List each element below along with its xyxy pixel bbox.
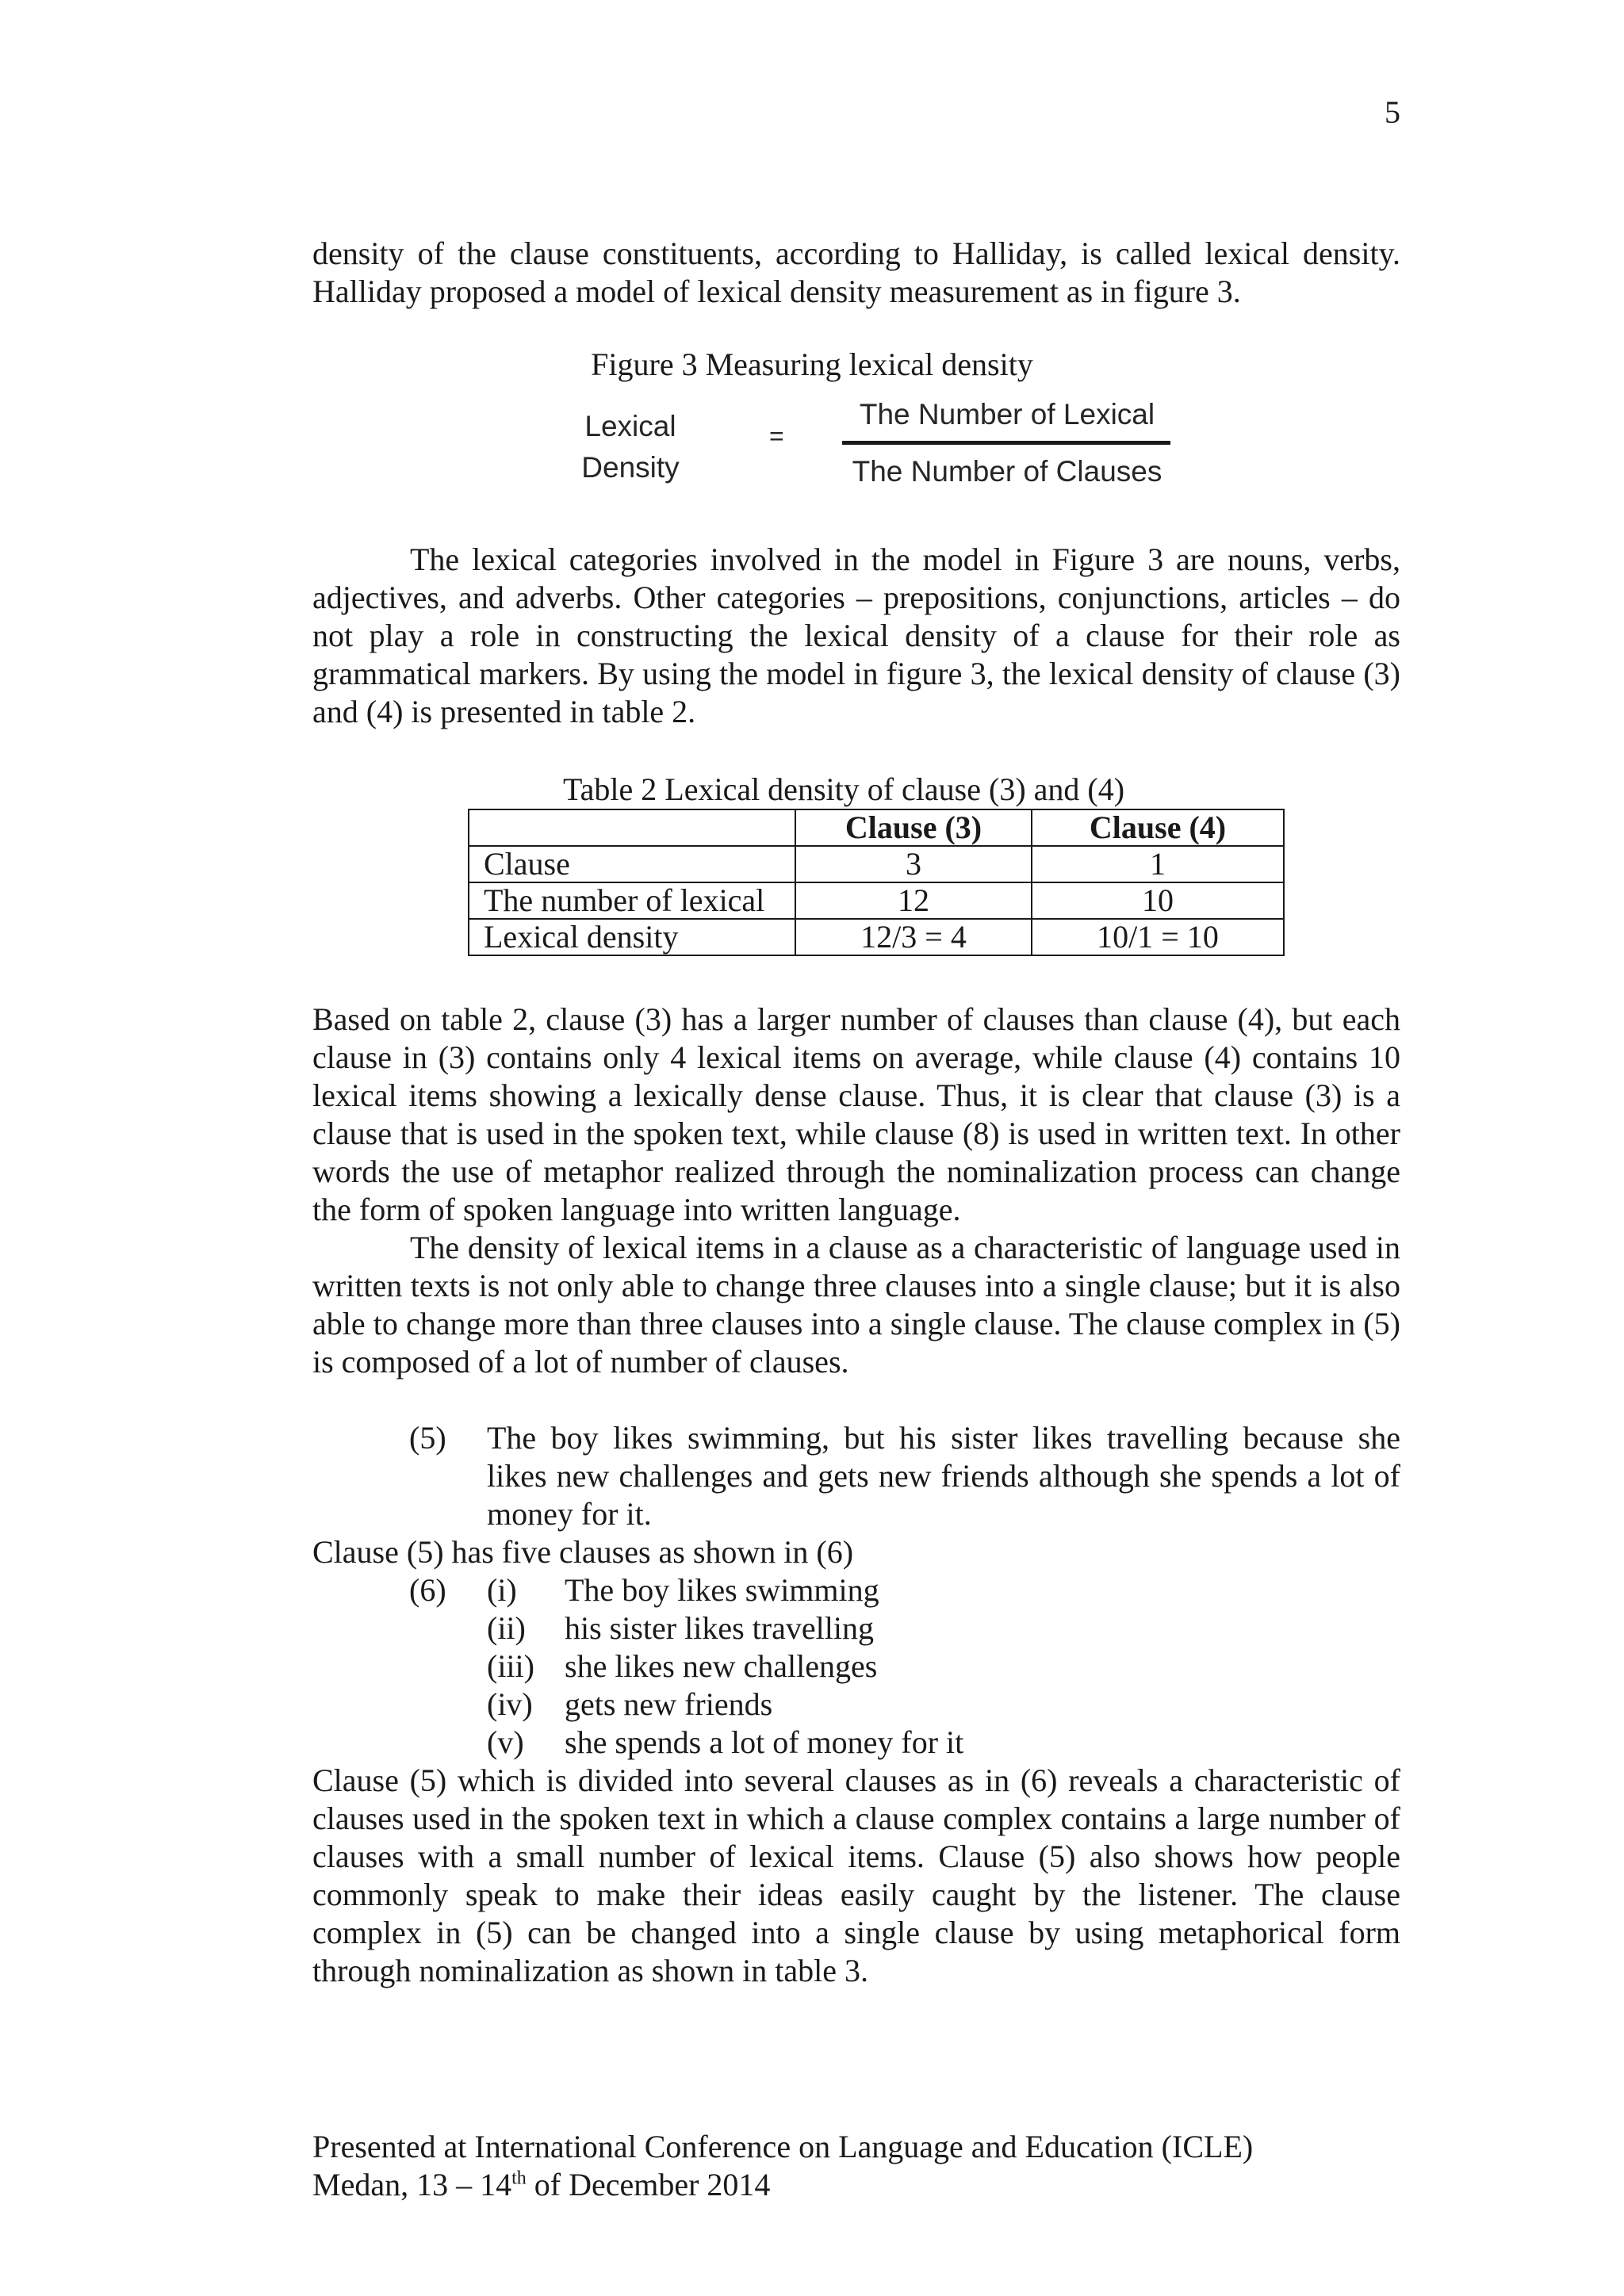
list-item: she likes new challenges	[565, 1648, 878, 1684]
table-row	[469, 919, 1284, 955]
paragraph-3-text: Based on table 2, clause (3) has a larger number of clauses than clause (4), but each clause in (3) contains only 4 lexical items on average, while clause (4) contains 10 lexical items showing a lexically dense clause. Thus, it is clear that clause (3) is a clause that is used in the spoken text, while clause (8) is used in written text. In other words the use of metaphor realized through the nominalization process can change the form of spoken language into written language.	[312, 1001, 1400, 1227]
figure-fraction-bar	[842, 441, 1170, 445]
example-6-number: (6)	[409, 1572, 446, 1608]
table-cell: The number of lexical	[469, 882, 795, 919]
figure-equals-sign: =	[769, 422, 784, 450]
table-row	[469, 846, 1284, 882]
footer-date-prefix: Medan, 13 – 14	[312, 2167, 512, 2202]
table-cell: 10/1 = 10	[1032, 919, 1284, 955]
footer-line-1: Presented at International Conference on Language and Education (ICLE)	[312, 2129, 1254, 2164]
example-5-text: The boy likes swimming, but his sister likes travelling because she likes new challenges and gets new friends although she spends a lot of money for it.	[487, 1420, 1400, 1532]
footer-date-suffix: of December 2014	[526, 2167, 771, 2202]
table-cell: 12/3 = 4	[795, 919, 1032, 955]
figure-left-term-line1: Lexical	[584, 410, 676, 442]
figure-denominator: The Number of Clauses	[852, 455, 1162, 488]
figure-left-term	[563, 406, 698, 488]
list-item: The boy likes swimming	[565, 1572, 879, 1608]
paragraph-5	[312, 1762, 1400, 1990]
page-number: 5	[1385, 94, 1400, 130]
list-item-label: (iii)	[487, 1648, 534, 1684]
table-cell: 10	[1032, 882, 1284, 919]
paragraph-2-text: The lexical categories involved in the model in Figure 3 are nouns, verbs, adjectives, and adverbs. Other categories – prepositions, conjunctions, articles – do not play a role in constructing the lexical density of a clause for their role as grammatical markers. By using the model in figure 3, the lexical density of clause (3) and (4) is presented in table 2.	[312, 541, 1400, 729]
figure-left-term-line2: Density	[581, 451, 680, 484]
figure-3	[0, 346, 1624, 504]
table-header-cell: Clause (3)	[795, 809, 1032, 846]
table-cell: 12	[795, 882, 1032, 919]
list-item-label: (ii)	[487, 1610, 526, 1646]
example-5-number: (5)	[409, 1420, 446, 1456]
list-item-label: (v)	[487, 1724, 524, 1760]
table-header-row	[469, 809, 1284, 846]
paragraph-1-text: density of the clause constituents, according to Halliday, is called lexical density. Halliday proposed a model of lexical density measurement as in figure 3.	[312, 235, 1400, 309]
paragraph-4-text: The density of lexical items in a clause as a characteristic of language used in written texts is not only able to change three clauses into a single clause; but it is also able to change more than three clauses into a single clause. The clause complex in (5) is composed of a lot of number of clauses.	[312, 1230, 1400, 1380]
table-header-cell: Clause (4)	[1032, 809, 1284, 846]
list-item: his sister likes travelling	[565, 1610, 874, 1646]
clause-5-line: Clause (5) has five clauses as shown in (6)	[312, 1534, 854, 1570]
paragraph-2	[312, 541, 1400, 731]
table-cell: 1	[1032, 846, 1284, 882]
list-item-label: (i)	[487, 1572, 517, 1608]
table-cell: 3	[795, 846, 1032, 882]
list-item: she spends a lot of money for it	[565, 1724, 964, 1760]
list-item-label: (iv)	[487, 1686, 533, 1722]
paragraph-5-text: Clause (5) which is divided into several clauses as in (6) reveals a characteristic of clauses used in the spoken text in which a clause complex contains a large number of clauses with a small number of lexical items. Clause (5) also shows how people commonly speak to make their ideas easily caught by the listener. The clause complex in (5) can be changed into a single clause by using metaphorical form through nominalization as shown in table 3.	[312, 1762, 1400, 1988]
table-row	[469, 882, 1284, 919]
footer-date-superscript: th	[511, 2168, 527, 2189]
table-header-cell	[469, 809, 795, 846]
figure-caption: Figure 3 Measuring lexical density	[591, 346, 1033, 382]
footer	[312, 2128, 1253, 2204]
table-cell: Lexical density	[469, 919, 795, 955]
table-cell: Clause	[469, 846, 795, 882]
paragraph-1	[312, 235, 1400, 311]
figure-numerator: The Number of Lexical	[859, 398, 1155, 430]
table-caption: Table 2 Lexical density of clause (3) and (4)	[563, 771, 1125, 807]
paragraph-3	[312, 1001, 1400, 1381]
footer-line-2	[312, 2166, 1253, 2204]
list-item: gets new friends	[565, 1686, 773, 1722]
lexical-density-table	[468, 809, 1285, 956]
